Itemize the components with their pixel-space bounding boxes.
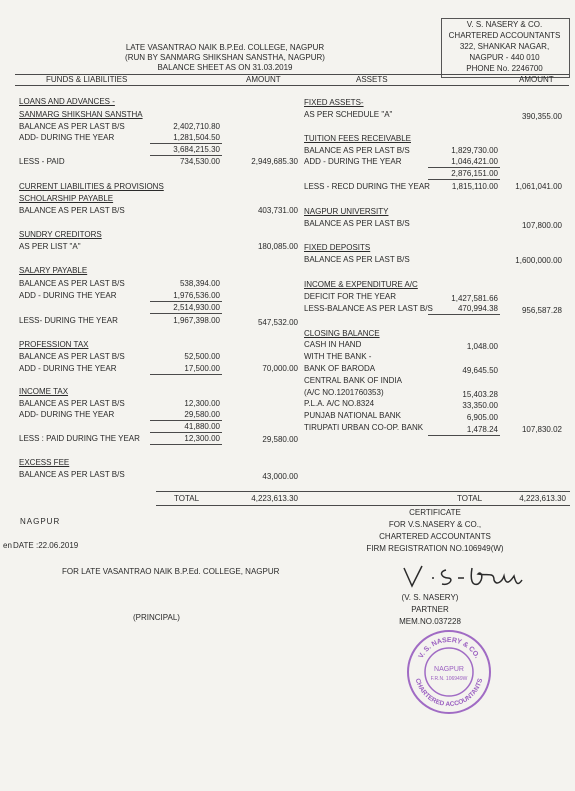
total-value: 180,085.00 bbox=[257, 242, 298, 251]
stamp-top-text: V. S. NASERY & CO. bbox=[417, 636, 481, 660]
label: BALANCE AS PER LAST B/S bbox=[19, 206, 125, 215]
scholarship-heading: SCHOLARSHIP PAYABLE bbox=[19, 194, 114, 203]
firm-seal-stamp bbox=[405, 628, 493, 716]
label: (A/C NO.1201760353) bbox=[304, 388, 384, 397]
label: LESS- DURING THE YEAR bbox=[19, 316, 118, 325]
rule bbox=[150, 374, 222, 375]
value: 1,427,581.66 bbox=[451, 294, 498, 303]
date: DATE :22.06.2019 bbox=[13, 541, 79, 550]
total-value: 390,355.00 bbox=[521, 112, 562, 121]
income-tax-heading: INCOME TAX bbox=[19, 387, 69, 396]
value: 3,684,215.30 bbox=[173, 145, 220, 154]
label: P.L.A. A/C NO.8324 bbox=[304, 399, 375, 408]
label: ADD - DURING THE YEAR bbox=[19, 364, 117, 373]
current-liab-heading: CURRENT LIABILITIES & PROVISIONS bbox=[19, 182, 164, 191]
total-value: 107,800.00 bbox=[521, 221, 562, 230]
value: 1,046,421.00 bbox=[451, 157, 498, 166]
value: 1,976,536.00 bbox=[173, 291, 220, 300]
rule bbox=[150, 432, 222, 433]
college-subtitle: (RUN BY SANMARG SHIKSHAN SANSTHA, NAGPUR) bbox=[125, 53, 325, 62]
label: CENTRAL BANK OF INDIA bbox=[304, 376, 402, 385]
label: LESS - RECD DURING THE YEAR bbox=[304, 182, 430, 191]
value: 1,967,398.00 bbox=[173, 316, 220, 325]
value: 15,403.28 bbox=[462, 390, 498, 399]
certificate-heading: CERTIFICATE bbox=[409, 508, 461, 517]
value: 2,514,930.00 bbox=[173, 303, 220, 312]
col-amount-left: AMOUNT bbox=[246, 75, 281, 84]
sanmarg-heading: SANMARG SHIKSHAN SANSTHA bbox=[19, 110, 143, 119]
label: AS PER LIST "A" bbox=[19, 242, 81, 251]
total-value: 29,580.00 bbox=[262, 435, 298, 444]
partner-signature bbox=[398, 560, 528, 597]
total-value-left: 4,223,613.30 bbox=[251, 494, 298, 503]
header-bottom-rule bbox=[15, 85, 569, 86]
value: 49,645.50 bbox=[462, 366, 498, 375]
label: BALANCE AS PER LAST B/S bbox=[19, 352, 125, 361]
value: 52,500.00 bbox=[184, 352, 220, 361]
rule bbox=[428, 167, 500, 168]
col-amount-right: AMOUNT bbox=[519, 75, 554, 84]
total-value: 403,731.00 bbox=[257, 206, 298, 215]
total-value: 43,000.00 bbox=[262, 472, 298, 481]
total-value: 107,830.02 bbox=[521, 425, 562, 434]
balance-sheet-date: BALANCE SHEET AS ON 31.03.2019 bbox=[157, 63, 293, 72]
total-bottom-rule bbox=[156, 505, 570, 506]
profession-tax-heading: PROFESSION TAX bbox=[19, 340, 89, 349]
label: CASH IN HAND bbox=[304, 340, 362, 349]
fixed-deposits-heading: FIXED DEPOSITS bbox=[304, 243, 371, 252]
value: 2,402,710.80 bbox=[173, 122, 220, 131]
total-value: 1,061,041.00 bbox=[515, 182, 562, 191]
rule bbox=[428, 435, 500, 436]
label: BANK OF BARODA bbox=[304, 364, 376, 373]
rule bbox=[428, 179, 500, 180]
label: WITH THE BANK - bbox=[304, 352, 372, 361]
value: 12,300.00 bbox=[184, 399, 220, 408]
total-label-left: TOTAL bbox=[174, 494, 200, 503]
chartered-accountants: CHARTERED ACCOUNTANTS bbox=[379, 532, 491, 541]
firm-city: NAGPUR - 440 010 bbox=[469, 53, 540, 62]
value: 1,281,504.50 bbox=[173, 133, 220, 142]
label: BALANCE AS PER LAST B/S bbox=[19, 122, 125, 131]
value: 41,880.00 bbox=[184, 422, 220, 431]
value: 1,829,730.00 bbox=[451, 146, 498, 155]
value: 2,876,151.00 bbox=[451, 169, 498, 178]
principal: (PRINCIPAL) bbox=[133, 613, 180, 622]
firm-registration: FIRM REGISTRATION NO.106949(W) bbox=[366, 544, 504, 553]
partner-name: (V. S. NASERY) bbox=[401, 593, 459, 602]
place: NAGPUR bbox=[20, 517, 61, 526]
label: LESS : PAID DURING THE YEAR bbox=[19, 434, 140, 443]
value: 6,905.00 bbox=[466, 413, 498, 422]
label: LESS-BALANCE AS PER LAST B/S bbox=[304, 304, 433, 313]
label: BALANCE AS PER LAST B/S bbox=[304, 255, 410, 264]
rule bbox=[150, 301, 222, 302]
total-label-right: TOTAL bbox=[457, 494, 483, 503]
total-value: 1,600,000.00 bbox=[515, 256, 562, 265]
label: ADD - DURING THE YEAR bbox=[19, 291, 117, 300]
label: TIRUPATI URBAN CO-OP. BANK bbox=[304, 423, 424, 432]
label: ADD- DURING THE YEAR bbox=[19, 410, 115, 419]
partner-title: PARTNER bbox=[411, 605, 449, 614]
stamp-frn: F.R.N. 106949W bbox=[430, 676, 468, 682]
total-value: 547,532.00 bbox=[257, 318, 298, 327]
stamp-city: NAGPUR bbox=[434, 666, 464, 673]
label: ADD - DURING THE YEAR bbox=[304, 157, 402, 166]
salary-heading: SALARY PAYABLE bbox=[19, 266, 88, 275]
label: BALANCE AS PER LAST B/S bbox=[19, 399, 125, 408]
label: BALANCE AS PER LAST B/S bbox=[19, 279, 125, 288]
label: DEFICIT FOR THE YEAR bbox=[304, 292, 397, 301]
university-heading: NAGPUR UNIVERSITY bbox=[304, 207, 389, 216]
date-prefix: en bbox=[3, 541, 12, 550]
value: 470,994.38 bbox=[457, 304, 498, 313]
total-value: 956,587.28 bbox=[521, 306, 562, 315]
rule bbox=[150, 155, 222, 156]
for-college: FOR LATE VASANTRAO NAIK B.P.Ed. COLLEGE, NAGPUR bbox=[62, 567, 280, 576]
value: 1,478.24 bbox=[466, 425, 498, 434]
income-exp-heading: INCOME & EXPENDITURE A/C bbox=[304, 280, 418, 289]
loans-heading: LOANS AND ADVANCES - bbox=[19, 97, 115, 106]
value: 538,394.00 bbox=[179, 279, 220, 288]
firm-name: V. S. NASERY & CO. bbox=[466, 20, 543, 29]
total-value: 70,000.00 bbox=[262, 364, 298, 373]
firm-phone: PHONE No. 2246700 bbox=[466, 64, 543, 73]
label: ADD- DURING THE YEAR bbox=[19, 133, 115, 142]
college-title: LATE VASANTRAO NAIK B.P.Ed. COLLEGE, NAGPUR bbox=[125, 43, 325, 52]
value: 734,530.00 bbox=[179, 157, 220, 166]
stamp-bottom-text: CHARTERED ACCOUNTANTS bbox=[413, 677, 485, 709]
rule bbox=[150, 313, 222, 314]
value: 33,350.00 bbox=[462, 401, 498, 410]
closing-heading: CLOSING BALANCE bbox=[304, 329, 380, 338]
rule bbox=[150, 420, 222, 421]
rule bbox=[428, 314, 500, 315]
excess-fee-heading: EXCESS FEE bbox=[19, 458, 70, 467]
label: BALANCE AS PER LAST B/S bbox=[19, 470, 125, 479]
col-assets: ASSETS bbox=[356, 75, 388, 84]
for-firm: FOR V.S.NASERY & CO., bbox=[388, 520, 482, 529]
value: 1,048.00 bbox=[466, 342, 498, 351]
rule bbox=[150, 444, 222, 445]
total-top-rule bbox=[156, 491, 570, 492]
tuition-heading: TUITION FEES RECEIVABLE bbox=[304, 134, 411, 143]
label: LESS - PAID bbox=[19, 157, 65, 166]
firm-title: CHARTERED ACCOUNTANTS bbox=[448, 31, 561, 40]
total-value: 2,949,685.30 bbox=[251, 157, 298, 166]
label: PUNJAB NATIONAL BANK bbox=[304, 411, 401, 420]
rule bbox=[150, 143, 222, 144]
label: BALANCE AS PER LAST B/S bbox=[304, 219, 410, 228]
value: 17,500.00 bbox=[184, 364, 220, 373]
label: BALANCE AS PER LAST B/S bbox=[304, 146, 410, 155]
label: AS PER SCHEDULE "A" bbox=[304, 110, 393, 119]
total-value-right: 4,223,613.30 bbox=[519, 494, 566, 503]
value: 29,580.00 bbox=[184, 410, 220, 419]
fixed-assets-heading: FIXED ASSETS- bbox=[304, 98, 364, 107]
membership-no: MEM.NO.037228 bbox=[399, 617, 461, 626]
value: 12,300.00 bbox=[184, 434, 220, 443]
sundry-heading: SUNDRY CREDITORS bbox=[19, 230, 102, 239]
value: 1,815,110.00 bbox=[451, 182, 498, 191]
col-funds: FUNDS & LIABILITIES bbox=[46, 75, 128, 84]
firm-street: 322, SHANKAR NAGAR, bbox=[459, 42, 550, 51]
